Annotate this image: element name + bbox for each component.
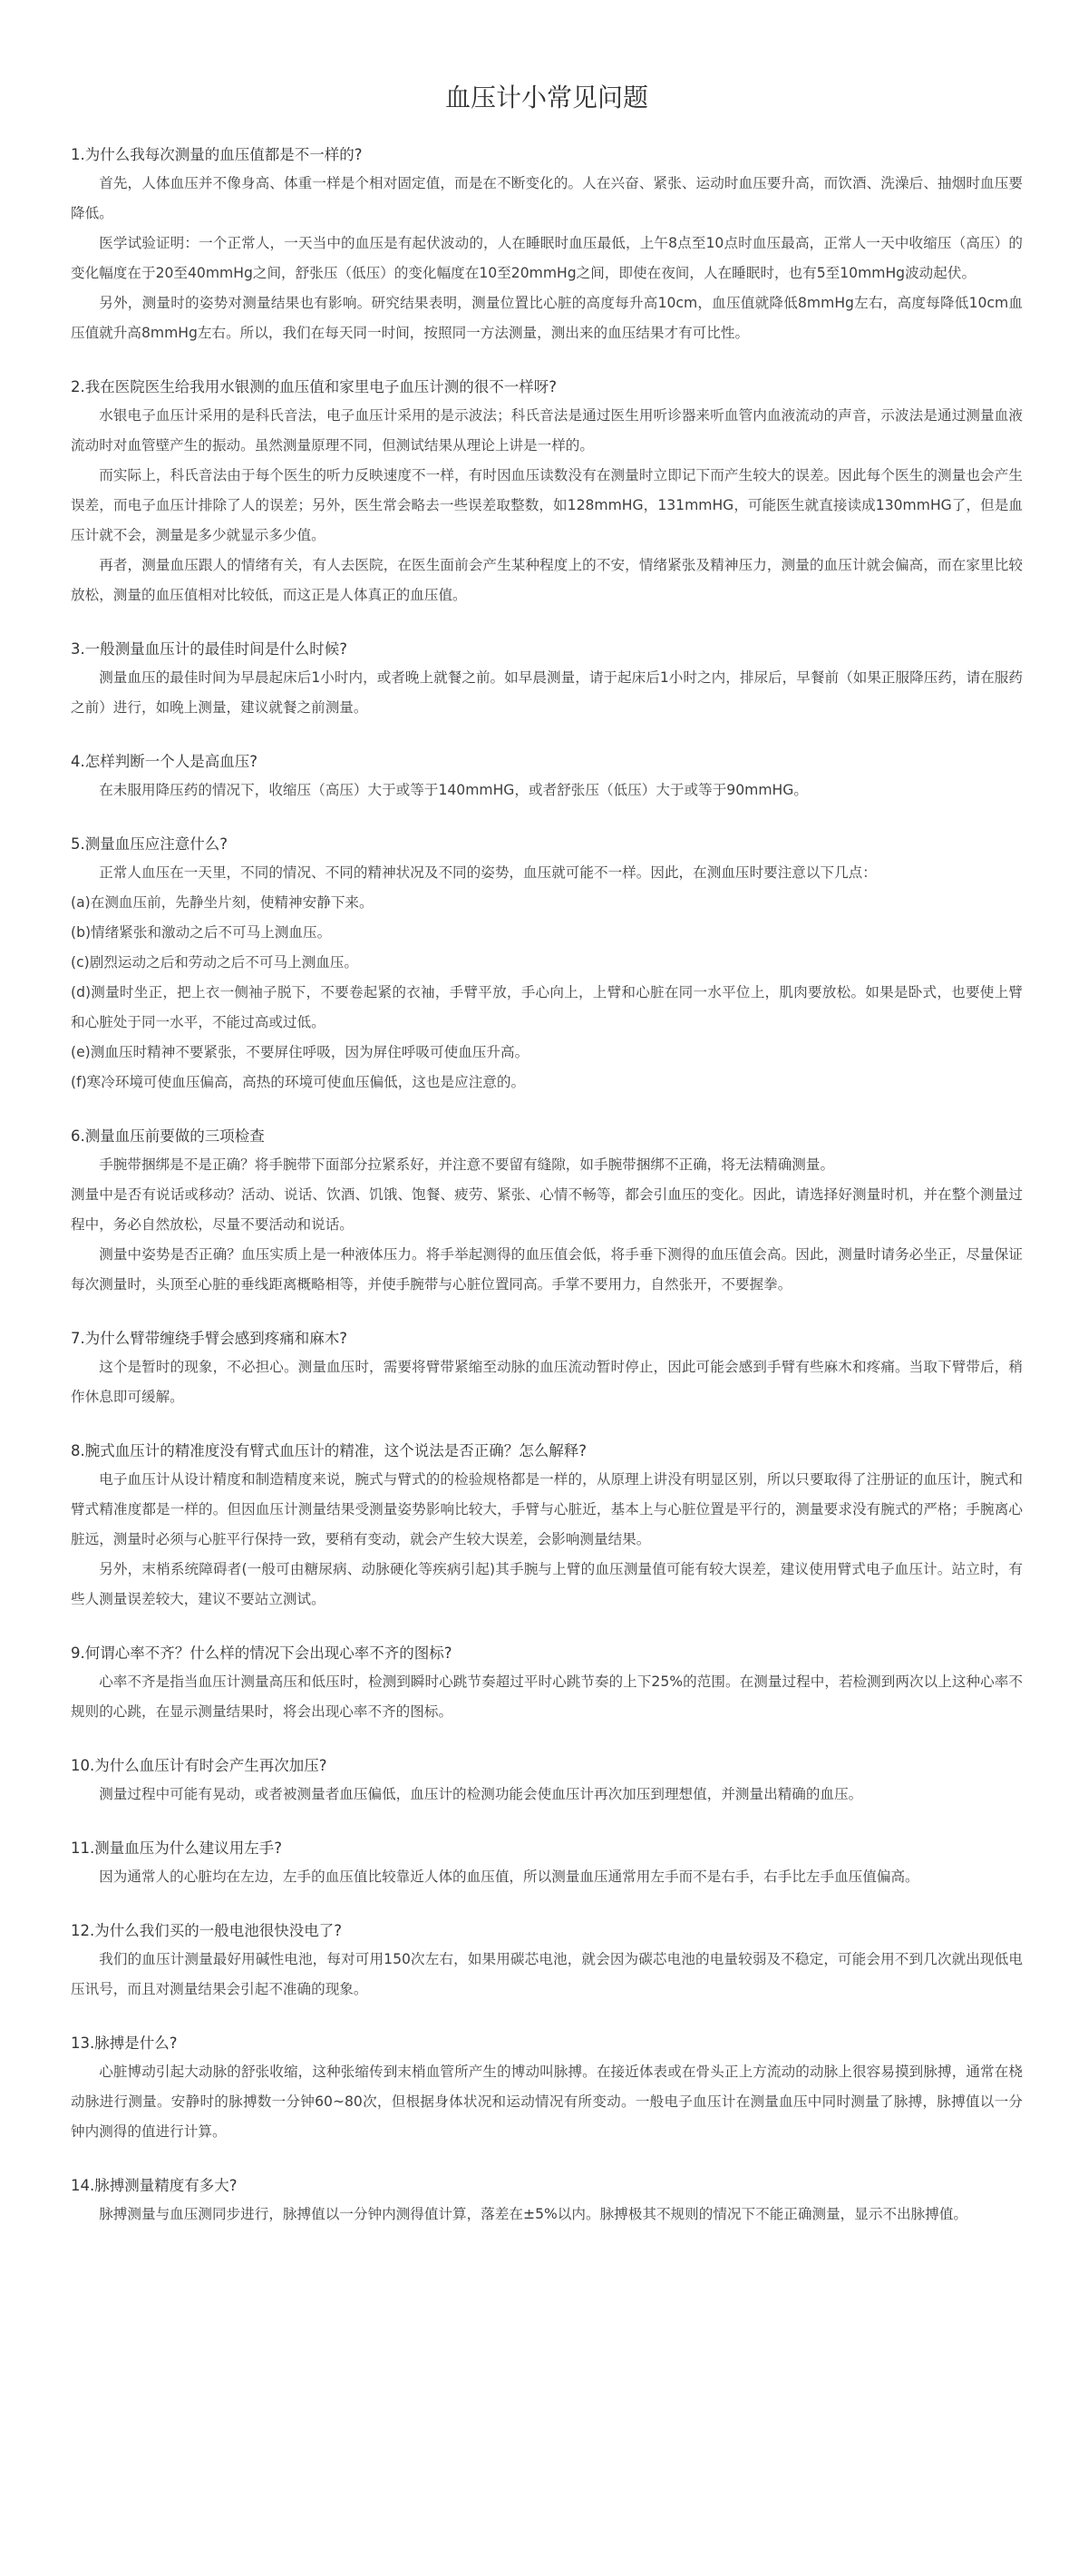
faq-answer-paragraph: 测量中姿势是否正确？血压实质上是一种液体压力。将手举起测得的血压值会低，将手垂下测得的血压值会高。因此，测量时请务必坐正，尽量保证每次测量时，头顶至心脏的垂线距离概略相等，并使手腕带与心脏位置同高。手掌不要用力，自然张开，不要握拳。 <box>71 1246 1023 1293</box>
faq-answer-paragraph: 而实际上，科氏音法由于每个医生的听力反映速度不一样，有时因血压读数没有在测量时立即记下而产生较大的误差。因此每个医生的测量也会产生误差，而电子血压计排除了人的误差；另外，医生常会略去一些误差取整数，如128mmHG，131mmHG，可能医生就直接读成130mmHG了，但是血压计就不会，测量是多少就显示多少值。 <box>71 467 1023 543</box>
faq-question: 1.为什么我每次测量的血压值都是不一样的? <box>71 146 363 163</box>
faq-question: 10.为什么血压计有时会产生再次加压? <box>71 1757 327 1774</box>
faq-answer-paragraph: (d)测量时坐正，把上衣一侧袖子脱下，不要卷起紧的衣袖，手臂平放，手心向上，上臂和心脏在同一水平位上，肌肉要放松。如果是卧式，也要使上臂和心脏处于同一水平，不能过高或过低。 <box>71 984 1023 1030</box>
faq-question: 12.为什么我们买的一般电池很快没电了? <box>71 1922 342 1939</box>
faq-section <box>71 1752 1023 1810</box>
faq-answer-paragraph: 这个是暂时的现象，不必担心。测量血压时，需要将臂带紧缩至动脉的血压流动暂时停止，因此可能会感到手臂有些麻木和疼痛。当取下臂带后，稍作休息即可缓解。 <box>71 1359 1023 1405</box>
faq-section <box>71 1123 1023 1300</box>
faq-question: 9.何谓心率不齐？什么样的情况下会出现心率不齐的图标? <box>71 1644 452 1662</box>
faq-answer-paragraph: 首先，人体血压并不像身高、体重一样是个相对固定值，而是在不断变化的。人在兴奋、紧张、运动时血压要升高，而饮酒、洗澡后、抽烟时血压要降低。 <box>71 175 1023 221</box>
faq-list <box>71 141 1023 2230</box>
faq-section <box>71 831 1023 1098</box>
faq-answer-paragraph: 测量中是否有说话或移动？活动、说话、饮酒、饥饿、饱餐、疲劳、紧张、心情不畅等，都会引血压的变化。因此，请选择好测量时机，并在整个测量过程中，务必自然放松，尽量不要活动和说话。 <box>71 1186 1023 1233</box>
faq-question: 5.测量血压应注意什么? <box>71 835 228 853</box>
page-title: 血压计小常见问题 <box>444 83 648 112</box>
faq-section <box>71 141 1023 348</box>
faq-answer-paragraph: (b)情绪紧张和激动之后不可马上测血压。 <box>71 924 332 941</box>
faq-answer-paragraph: 正常人血压在一天里，不同的情况、不同的精神状况及不同的姿势，血压就可能不一样。因此，在测血压时要注意以下几点： <box>99 864 877 881</box>
faq-answer-paragraph: 水银电子血压计采用的是科氏音法，电子血压计采用的是示波法；科氏音法是通过医生用听诊器来听血管内血液流动的声音，示波法是通过测量血液流动时对血管壁产生的振动。虽然测量原理不同，但测试结果从理论上讲是一样的。 <box>71 407 1023 454</box>
faq-question: 2.我在医院医生给我用水银测的血压值和家里电子血压计测的很不一样呀? <box>71 378 558 395</box>
faq-section <box>71 1325 1023 1412</box>
faq-question: 4.怎样判断一个人是高血压? <box>71 753 258 770</box>
faq-section <box>71 636 1023 723</box>
faq-answer-paragraph: 另外，末梢系统障碍者(一般可由糖尿病、动脉硬化等疾病引起)其手腕与上臂的血压测量值可能有较大误差，建议使用臂式电子血压计。站立时，有些人测量误差较大，建议不要站立测试。 <box>71 1561 1023 1607</box>
faq-answer-paragraph: 心率不齐是指当血压计测量高压和低压时，检测到瞬时心跳节奏超过平时心跳节奏的上下25%的范围。在测量过程中，若检测到两次以上这种心率不规则的心跳，在显示测量结果时，将会出现心率不齐的图标。 <box>71 1673 1023 1720</box>
faq-answer-paragraph: (f)寒冷环境可使血压偏高，高热的环境可使血压偏低，这也是应注意的。 <box>71 1074 526 1090</box>
faq-section <box>71 1438 1023 1615</box>
faq-answer-paragraph: 因为通常人的心脏均在左边，左手的血压值比较靠近人体的血压值，所以测量血压通常用左手而不是右手，右手比左手血压值偏高。 <box>99 1869 919 1885</box>
faq-answer-paragraph: 测量过程中可能有晃动，或者被测量者血压偏低，血压计的检测功能会使血压计再次加压到理想值，并测量出精确的血压。 <box>99 1786 863 1802</box>
faq-section <box>71 1835 1023 1892</box>
faq-section <box>71 2172 1023 2230</box>
faq-section <box>71 748 1023 805</box>
faq-answer-paragraph: (a)在测血压前，先静坐片刻，使精神安静下来。 <box>71 894 374 911</box>
faq-question: 14.脉搏测量精度有多大? <box>71 2177 238 2194</box>
faq-answer-paragraph: 心脏博动引起大动脉的舒张收缩，这种张缩传到末梢血管所产生的博动叫脉搏。在接近体表或在骨头正上方流动的动脉上很容易摸到脉搏，通常在桡动脉进行测量。安静时的脉搏数一分钟60~80次，但根据身体状况和运动情况有所变动。一般电子血压计在测量血压中同时测量了脉搏，脉搏值以一分钟内测得的值进行计算。 <box>71 2064 1023 2140</box>
faq-answer-paragraph: (c)剧烈运动之后和劳动之后不可马上测血压。 <box>71 954 359 971</box>
faq-question: 6.测量血压前要做的三项检查 <box>71 1127 265 1145</box>
faq-answer-paragraph: (e)测血压时精神不要紧张，不要屏住呼吸，因为屏住呼吸可使血压升高。 <box>71 1044 529 1060</box>
faq-answer-paragraph: 测量血压的最佳时间为早晨起床后1小时内，或者晚上就餐之前。如早晨测量，请于起床后1小时之内，排尿后，早餐前（如果正服降压药，请在服药之前）进行，如晚上测量，建议就餐之前测量。 <box>71 669 1023 716</box>
faq-question: 11.测量血压为什么建议用左手? <box>71 1839 282 1857</box>
faq-section <box>71 1917 1023 2005</box>
faq-answer-paragraph: 脉搏测量与血压测同步进行，脉搏值以一分钟内测得值计算，落差在±5%以内。脉搏极其不规则的情况下不能正确测量，显示不出脉搏值。 <box>99 2206 968 2222</box>
faq-question: 3.一般测量血压计的最佳时间是什么时候? <box>71 640 348 658</box>
faq-section <box>71 374 1023 610</box>
faq-answer-paragraph: 我们的血压计测量最好用碱性电池，每对可用150次左右，如果用碳芯电池，就会因为碳芯电池的电量较弱及不稳定，可能会用不到几次就出现低电压讯号，而且对测量结果会引起不准确的现象。 <box>71 1951 1023 1997</box>
faq-section <box>71 1640 1023 1727</box>
faq-answer-paragraph: 另外，测量时的姿势对测量结果也有影响。研究结果表明，测量位置比心脏的高度每升高10cm，血压值就降低8mmHg左右，高度每降低10cm血压值就升高8mmHg左右。所以，我们在每天同一时间，按照同一方法测量，测出来的血压结果才有可比性。 <box>71 295 1023 341</box>
faq-answer-paragraph: 在未服用降压药的情况下，收缩压（高压）大于或等于140mmHG，或者舒张压（低压）大于或等于90mmHG。 <box>99 782 808 798</box>
faq-question: 8.腕式血压计的精准度没有臂式血压计的精准，这个说法是否正确？怎么解释? <box>71 1442 588 1459</box>
faq-section <box>71 2030 1023 2147</box>
faq-answer-paragraph: 手腕带捆绑是不是正确？将手腕带下面部分拉紧系好，并注意不要留有缝隙，如手腕带捆绑不正确，将无法精确测量。 <box>99 1156 835 1173</box>
faq-answer-paragraph: 电子血压计从设计精度和制造精度来说，腕式与臂式的的检验规格都是一样的，从原理上讲没有明显区别，所以只要取得了注册证的血压计，腕式和臂式精准度都是一样的。但因血压计测量结果受测量姿势影响比较大，手臂与心脏近，基本上与心脏位置是平行的，测量要求没有腕式的严格；手腕离心脏远，测量时必须与心脏平行保持一致，要稍有变动，就会产生较大误差，会影响测量结果。 <box>71 1471 1023 1547</box>
faq-answer-paragraph: 再者，测量血压跟人的情绪有关，有人去医院，在医生面前会产生某种程度上的不安，情绪紧张及精神压力，测量的血压计就会偏高，而在家里比较放松，测量的血压值相对比较低，而这正是人体真正的血压值。 <box>71 557 1023 603</box>
faq-question: 13.脉搏是什么? <box>71 2034 178 2052</box>
faq-question: 7.为什么臂带缠绕手臂会感到疼痛和麻木? <box>71 1330 348 1347</box>
faq-answer-paragraph: 医学试验证明：一个正常人，一天当中的血压是有起伏波动的，人在睡眠时血压最低，上午8点至10点时血压最高，正常人一天中收缩压（高压）的变化幅度在于20至40mmHg之间，舒张压（低压）的变化幅度在10至20mmHg之间，即使在夜间，人在睡眠时，也有5至10mmHg波动起伏。 <box>71 235 1023 281</box>
